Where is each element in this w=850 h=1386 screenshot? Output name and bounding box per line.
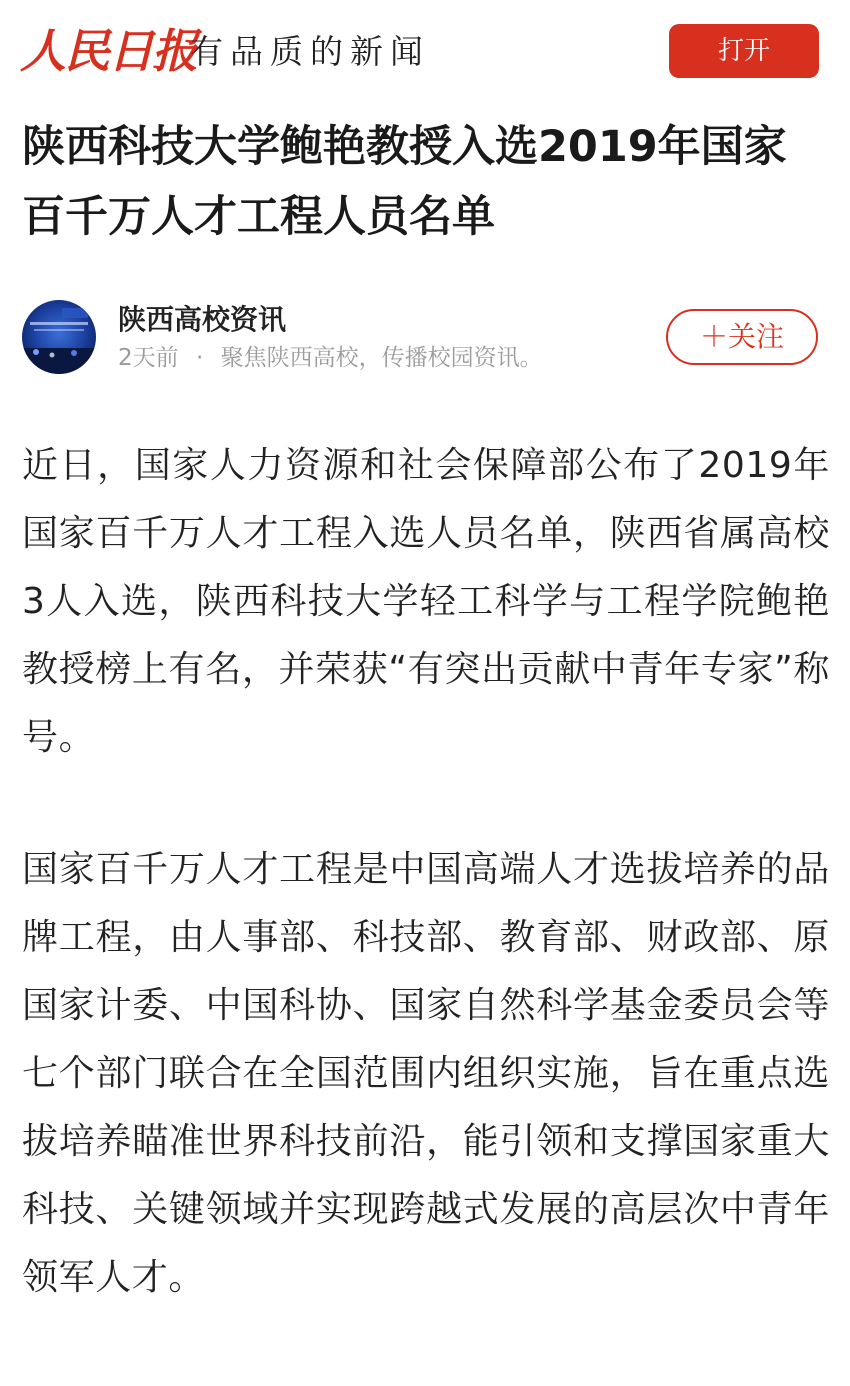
article-paragraph: 近日，国家人力资源和社会保障部公布了2019年国家百千万人才工程入选人员名单，陕西省属高校3人入选，陕西科技大学轻工科学与工程学院鲍艳教授榜上有名，并荣获“有突出贡献中青年专家”称号。 <box>22 445 830 758</box>
author-bio: 聚焦陕西高校，传播校园资讯。 <box>220 345 543 371</box>
article-title: 陕西科技大学鲍艳教授入选2019年国家百千万人才工程人员名单 <box>22 122 787 242</box>
meta-separator: · <box>195 345 204 371</box>
article-paragraph: 国家百千万人才工程是中国高端人才选拔培养的品牌工程，由人事部、科技部、教育部、财政部、原国家计委、中国科协、国家自然科学基金委员会等七个部门联合在全国范围内组织实施，旨在重点选拔培养瞄准世界科技前沿，能引领和支撑国家重大科技、关键领域并实现跨越式发展的高层次中青年领军人才。 <box>22 849 830 1298</box>
peoples-daily-logo: 人民日报 <box>20 24 196 78</box>
author-avatar[interactable] <box>22 300 96 374</box>
header-slogan: 有品质的新闻 <box>190 32 430 71</box>
open-app-button[interactable]: 打开 <box>669 24 819 78</box>
app-header <box>0 0 850 100</box>
follow-button[interactable]: ＋关注 <box>666 309 818 365</box>
author-name[interactable]: 陕西高校资讯 <box>118 303 287 336</box>
article-body <box>22 432 830 1312</box>
author-bar <box>0 296 850 382</box>
avatar-image-icon <box>22 300 96 374</box>
author-meta <box>118 342 543 374</box>
publish-time: 2天前 <box>118 345 179 371</box>
